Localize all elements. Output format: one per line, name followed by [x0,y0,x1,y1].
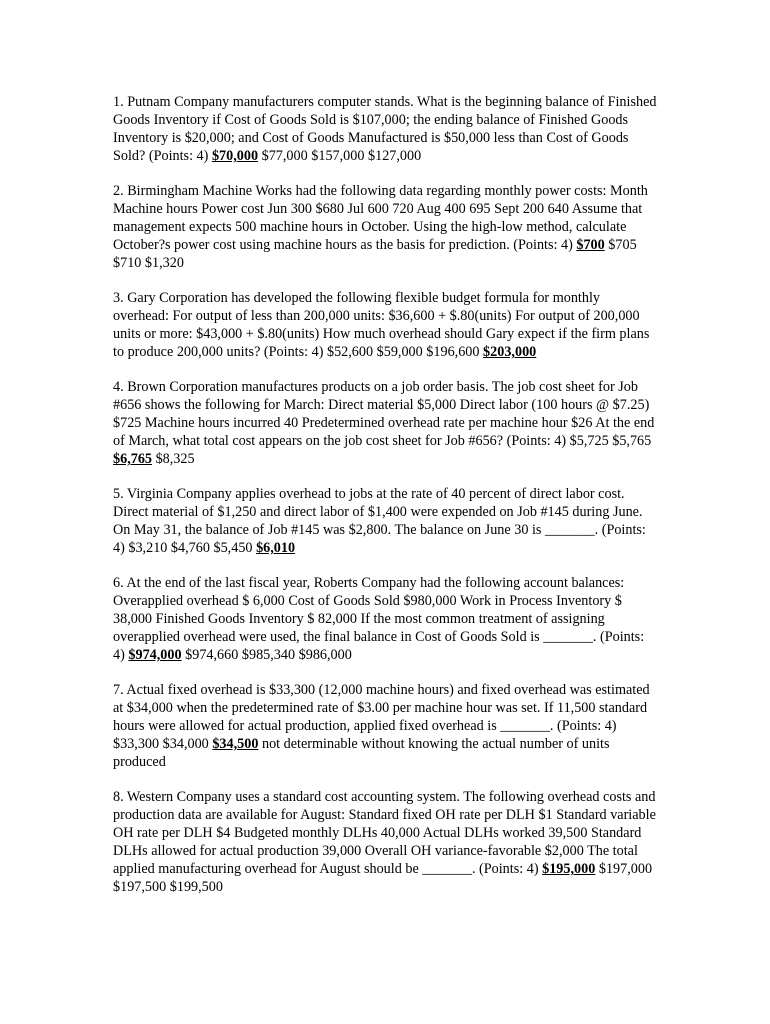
correct-answer: $203,000 [483,344,537,360]
question-3 [113,289,658,361]
correct-answer: $70,000 [211,148,259,164]
correct-answer: $34,500 [212,736,259,752]
question-text: 3. Gary Corporation has developed the following flexible budget formula for monthly overhead: For output of less than 200,000 units: $36,600 + $.80(units) For output of 200,000 units or more: $43,000 + $.80(units) How much overhead should Gary expect if the firm plans to produce 200,000 units? (Points: 4) $52,600 $59,000 $196,600 [113,290,650,360]
question-text: 7. Actual fixed overhead is $33,300 (12,000 machine hours) and fixed overhead was estimated at $34,000 when the predetermined rate of $3.00 per machine hour was set. If 11,500 standard hours were allowed for actual production, applied fixed overhead is _______. (Points: 4) $33,300 $34,000 [113,682,650,752]
correct-answer: $700 [576,237,605,253]
question-text: 4. Brown Corporation manufactures products on a job order basis. The job cost sheet for Job #656 shows the following for March: Direct material $5,000 Direct labor (100 hours @ $7.25) $725 Machine hours incurred 40 Predetermined overhead rate per machine hour $26 At the end of March, what total cost appears on the job cost sheet for Job #656? (Points: 4) $5,725 $5,765 [113,379,655,449]
answer-options: $974,660 $985,340 $986,000 [181,647,352,663]
correct-answer: $6,010 [256,540,296,556]
question-4 [113,378,658,468]
question-8 [113,788,658,896]
correct-answer: $974,000 [128,647,182,663]
question-5 [113,485,658,557]
question-text: 5. Virginia Company applies overhead to jobs at the rate of 40 percent of direct labor cost. Direct material of $1,250 and direct labor of $1,400 were expended on Job #145 during June. On May 31, the balance of Job #145 was $2,800. The balance on June 30 is _______. (Points: 4) $3,210 $4,760 $5,450 [113,486,646,556]
correct-answer: $195,000 [542,861,596,877]
answer-options: $77,000 $157,000 $127,000 [258,148,422,164]
correct-answer: $6,765 [113,451,153,467]
question-6 [113,574,658,664]
question-7 [113,681,658,771]
question-text: 1. Putnam Company manufacturers computer stands. What is the beginning balance of Finished Goods Inventory if Cost of Goods Sold is $107,000; the ending balance of Finished Goods Inventory is $20,000; and Cost of Goods Manufactured is $50,000 less than Cost of Goods Sold? (Points: 4) [113,94,657,164]
question-text: 8. Western Company uses a standard cost accounting system. The following overhead costs and production data are available for August: Standard fixed OH rate per DLH $1 Standard variable OH rate per DLH $4 Budgeted monthly DLHs 40,000 Actual DLHs worked 39,500 Standard DLHs allowed for actual production 39,000 Overall OH variance-favorable $2,000 The total applied manufacturing overhead for August should be _______. (Points: 4) [113,789,656,877]
question-text: 2. Birmingham Machine Works had the following data regarding monthly power costs: Month Machine hours Power cost Jun 300 $680 Jul 600 720 Aug 400 695 Sept 200 640 Assume that management expects 500 machine hours in October. Using the high-low method, calculate October?s power cost using machine hours as the basis for prediction. (Points: 4) [113,183,648,253]
question-1 [113,93,658,165]
answer-options: not determinable without knowing the actual number of units produced [113,736,610,770]
answer-options: $705 $710 $1,320 [113,237,637,271]
answer-options: $8,325 [152,451,195,467]
question-2 [113,182,658,272]
question-text: 6. At the end of the last fiscal year, Roberts Company had the following account balances: Overapplied overhead $ 6,000 Cost of Goods Sold $980,000 Work in Process Inventory $ 38,000 Finished Goods Inventory $ 82,000 If the most common treatment of assigning overapplied overhead were used, the final balance in Cost of Goods Sold is _______. (Points: 4) [113,575,645,663]
answer-options: $197,000 $197,500 $199,500 [113,861,653,895]
document-body [113,93,658,913]
